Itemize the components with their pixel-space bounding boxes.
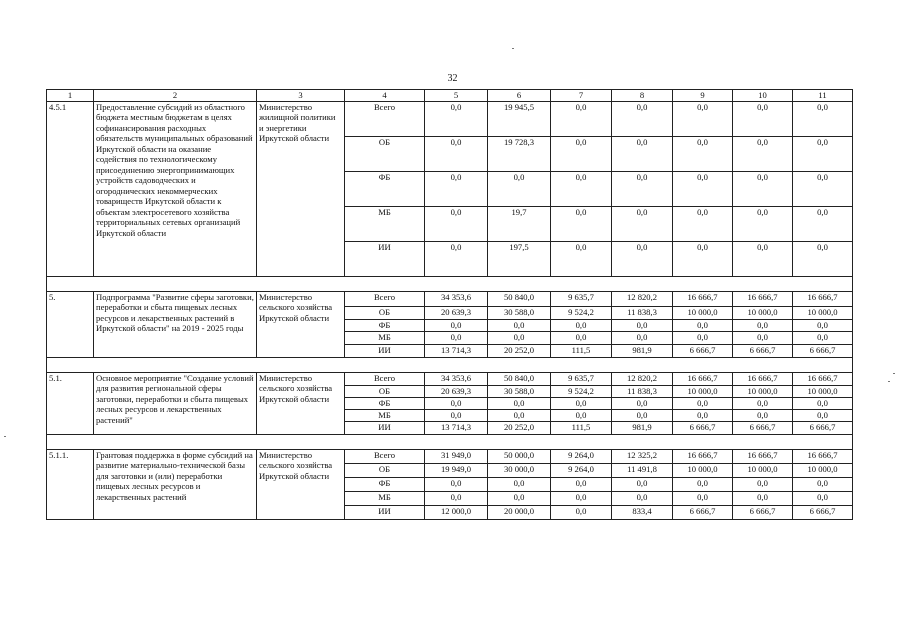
amount-cell: 20 000,0 xyxy=(488,506,551,520)
amount-cell: 0,0 xyxy=(673,492,733,506)
amount-cell: 20 639,3 xyxy=(425,307,488,320)
amount-cell: 6 666,7 xyxy=(733,345,793,358)
amount-cell: 9 264,0 xyxy=(551,450,612,464)
amount-cell: 833,4 xyxy=(612,506,673,520)
amount-cell: 981,9 xyxy=(612,422,673,435)
amount-cell: 6 666,7 xyxy=(673,345,733,358)
amount-cell: 0,0 xyxy=(488,478,551,492)
amount-cell: 0,0 xyxy=(612,102,673,137)
funding-source: МБ xyxy=(345,207,425,242)
amount-cell: 0,0 xyxy=(425,478,488,492)
amount-cell: 16 666,7 xyxy=(793,373,853,386)
amount-cell: 0,0 xyxy=(425,137,488,172)
amount-cell: 0,0 xyxy=(551,506,612,520)
amount-cell: 6 666,7 xyxy=(793,345,853,358)
amount-cell: 0,0 xyxy=(551,492,612,506)
amount-cell: 9 635,7 xyxy=(551,292,612,307)
amount-cell: 10 000,0 xyxy=(673,307,733,320)
amount-cell: 0,0 xyxy=(488,398,551,410)
amount-cell: 0,0 xyxy=(425,172,488,207)
amount-cell: 0,0 xyxy=(612,320,673,332)
amount-cell: 0,0 xyxy=(612,492,673,506)
row-executor: Министерство сельского хозяйства Иркутской области xyxy=(257,373,345,435)
amount-cell: 50 840,0 xyxy=(488,373,551,386)
table-row xyxy=(47,292,853,307)
column-number: 9 xyxy=(673,90,733,102)
funding-source: ИИ xyxy=(345,422,425,435)
row-name: Предоставление субсидий из областного бюджета местным бюджетам в целях софинансирования расходных обязательств муниципальных образований Иркутской области на оказание содействия по технологическому присоединению энергопринимающих устройств садоводческих и огороднических некоммерческих товариществ Иркутской области к объектам электросетевого хозяйства территориальных сетевых организаций Иркутской области xyxy=(94,102,257,277)
amount-cell: 0,0 xyxy=(673,137,733,172)
column-number: 1 xyxy=(47,90,94,102)
row-name: Основное мероприятие "Создание условий для развития региональной сферы заготовки, переработки и сбыта пищевых лесных ресурсов и лекарственных растений" xyxy=(94,373,257,435)
table-row xyxy=(47,450,853,464)
row-code: 4.5.1 xyxy=(47,102,94,277)
column-number: 5 xyxy=(425,90,488,102)
amount-cell: 0,0 xyxy=(793,332,853,345)
amount-cell: 0,0 xyxy=(793,137,853,172)
amount-cell: 12 820,2 xyxy=(612,373,673,386)
amount-cell: 20 252,0 xyxy=(488,345,551,358)
amount-cell: 6 666,7 xyxy=(673,506,733,520)
amount-cell: 0,0 xyxy=(673,332,733,345)
amount-cell: 0,0 xyxy=(673,398,733,410)
amount-cell: 12 000,0 xyxy=(425,506,488,520)
amount-cell: 13 714,3 xyxy=(425,422,488,435)
amount-cell: 50 840,0 xyxy=(488,292,551,307)
amount-cell: 0,0 xyxy=(425,207,488,242)
amount-cell: 30 588,0 xyxy=(488,307,551,320)
amount-cell: 0,0 xyxy=(673,207,733,242)
amount-cell: 6 666,7 xyxy=(733,422,793,435)
amount-cell: 0,0 xyxy=(673,172,733,207)
group-separator xyxy=(47,358,853,373)
scan-speck xyxy=(512,48,514,49)
row-executor: Министерство сельского хозяйства Иркутской области xyxy=(257,450,345,520)
amount-cell: 16 666,7 xyxy=(793,292,853,307)
amount-cell: 0,0 xyxy=(551,172,612,207)
row-executor: Министерство сельского хозяйства Иркутской области xyxy=(257,292,345,358)
amount-cell: 0,0 xyxy=(733,102,793,137)
row-code: 5. xyxy=(47,292,94,358)
amount-cell: 9 524,2 xyxy=(551,307,612,320)
amount-cell: 30 000,0 xyxy=(488,464,551,478)
amount-cell: 10 000,0 xyxy=(733,464,793,478)
amount-cell: 0,0 xyxy=(425,410,488,422)
separator-cell xyxy=(47,358,853,373)
amount-cell: 0,0 xyxy=(551,320,612,332)
funding-source: ФБ xyxy=(345,398,425,410)
amount-cell: 11 838,3 xyxy=(612,307,673,320)
amount-cell: 20 639,3 xyxy=(425,386,488,398)
amount-cell: 197,5 xyxy=(488,242,551,277)
group-separator xyxy=(47,435,853,450)
row-name: Подпрограмма "Развитие сферы заготовки, переработки и сбыта пищевых лесных ресурсов и лекарственных растений в Иркутской области" на 2019 - 2025 годы xyxy=(94,292,257,358)
column-number-row xyxy=(47,90,853,102)
table-row xyxy=(47,102,853,137)
amount-cell: 0,0 xyxy=(733,492,793,506)
amount-cell: 0,0 xyxy=(612,137,673,172)
amount-cell: 10 000,0 xyxy=(733,307,793,320)
row-code: 5.1. xyxy=(47,373,94,435)
amount-cell: 0,0 xyxy=(488,410,551,422)
amount-cell: 9 524,2 xyxy=(551,386,612,398)
amount-cell: 10 000,0 xyxy=(793,464,853,478)
funding-source: ОБ xyxy=(345,464,425,478)
amount-cell: 981,9 xyxy=(612,345,673,358)
amount-cell: 16 666,7 xyxy=(673,292,733,307)
amount-cell: 16 666,7 xyxy=(733,292,793,307)
amount-cell: 0,0 xyxy=(673,410,733,422)
amount-cell: 9 264,0 xyxy=(551,464,612,478)
funding-source: ОБ xyxy=(345,307,425,320)
amount-cell: 0,0 xyxy=(612,172,673,207)
amount-cell: 10 000,0 xyxy=(673,464,733,478)
separator-cell xyxy=(47,435,853,450)
funding-source: Всего xyxy=(345,102,425,137)
amount-cell: 0,0 xyxy=(793,207,853,242)
column-number: 11 xyxy=(793,90,853,102)
amount-cell: 16 666,7 xyxy=(733,450,793,464)
amount-cell: 30 588,0 xyxy=(488,386,551,398)
amount-cell: 0,0 xyxy=(733,172,793,207)
amount-cell: 16 666,7 xyxy=(673,450,733,464)
amount-cell: 6 666,7 xyxy=(673,422,733,435)
amount-cell: 0,0 xyxy=(425,102,488,137)
column-number: 4 xyxy=(345,90,425,102)
funding-source: Всего xyxy=(345,373,425,386)
column-number: 3 xyxy=(257,90,345,102)
amount-cell: 0,0 xyxy=(793,398,853,410)
amount-cell: 10 000,0 xyxy=(733,386,793,398)
amount-cell: 19 949,0 xyxy=(425,464,488,478)
amount-cell: 0,0 xyxy=(793,102,853,137)
amount-cell: 10 000,0 xyxy=(793,307,853,320)
column-number: 10 xyxy=(733,90,793,102)
amount-cell: 0,0 xyxy=(612,242,673,277)
amount-cell: 0,0 xyxy=(551,102,612,137)
amount-cell: 10 000,0 xyxy=(673,386,733,398)
amount-cell: 0,0 xyxy=(793,492,853,506)
amount-cell: 20 252,0 xyxy=(488,422,551,435)
amount-cell: 19 945,5 xyxy=(488,102,551,137)
funding-source: ИИ xyxy=(345,506,425,520)
amount-cell: 0,0 xyxy=(793,410,853,422)
amount-cell: 111,5 xyxy=(551,422,612,435)
funding-source: ОБ xyxy=(345,137,425,172)
funding-source: ОБ xyxy=(345,386,425,398)
amount-cell: 0,0 xyxy=(612,410,673,422)
amount-cell: 0,0 xyxy=(793,320,853,332)
amount-cell: 0,0 xyxy=(551,398,612,410)
amount-cell: 11 838,3 xyxy=(612,386,673,398)
amount-cell: 0,0 xyxy=(551,478,612,492)
funding-source: МБ xyxy=(345,492,425,506)
amount-cell: 19,7 xyxy=(488,207,551,242)
table-row xyxy=(47,373,853,386)
amount-cell: 0,0 xyxy=(733,137,793,172)
amount-cell: 16 666,7 xyxy=(733,373,793,386)
scan-speck xyxy=(893,373,895,374)
row-name: Грантовая поддержка в форме субсидий на развитие материально-технической базы для заготовки и (или) переработки пищевых лесных ресурсов и лекарственных растений xyxy=(94,450,257,520)
amount-cell: 6 666,7 xyxy=(733,506,793,520)
column-number: 6 xyxy=(488,90,551,102)
amount-cell: 0,0 xyxy=(612,332,673,345)
amount-cell: 9 635,7 xyxy=(551,373,612,386)
amount-cell: 0,0 xyxy=(673,320,733,332)
amount-cell: 0,0 xyxy=(733,242,793,277)
amount-cell: 0,0 xyxy=(488,492,551,506)
funding-source: МБ xyxy=(345,332,425,345)
column-number: 7 xyxy=(551,90,612,102)
amount-cell: 0,0 xyxy=(673,102,733,137)
amount-cell: 0,0 xyxy=(488,172,551,207)
scan-speck xyxy=(888,381,890,382)
amount-cell: 0,0 xyxy=(425,242,488,277)
amount-cell: 10 000,0 xyxy=(793,386,853,398)
amount-cell: 0,0 xyxy=(793,478,853,492)
funding-source: Всего xyxy=(345,450,425,464)
amount-cell: 31 949,0 xyxy=(425,450,488,464)
column-number: 8 xyxy=(612,90,673,102)
funding-source: ФБ xyxy=(345,320,425,332)
amount-cell: 0,0 xyxy=(612,478,673,492)
amount-cell: 0,0 xyxy=(425,492,488,506)
amount-cell: 0,0 xyxy=(551,332,612,345)
amount-cell: 0,0 xyxy=(612,398,673,410)
amount-cell: 0,0 xyxy=(733,207,793,242)
amount-cell: 0,0 xyxy=(733,478,793,492)
separator-cell xyxy=(47,277,853,292)
amount-cell: 0,0 xyxy=(425,332,488,345)
amount-cell: 0,0 xyxy=(551,207,612,242)
column-number: 2 xyxy=(94,90,257,102)
amount-cell: 6 666,7 xyxy=(793,506,853,520)
funding-source: МБ xyxy=(345,410,425,422)
amount-cell: 0,0 xyxy=(733,320,793,332)
amount-cell: 0,0 xyxy=(612,207,673,242)
amount-cell: 16 666,7 xyxy=(793,450,853,464)
funding-source: Всего xyxy=(345,292,425,307)
scan-speck xyxy=(4,436,6,437)
group-separator xyxy=(47,277,853,292)
amount-cell: 111,5 xyxy=(551,345,612,358)
amount-cell: 0,0 xyxy=(488,320,551,332)
amount-cell: 0,0 xyxy=(551,137,612,172)
row-executor: Министерство жилищной политики и энергетики Иркутской области xyxy=(257,102,345,277)
amount-cell: 0,0 xyxy=(488,332,551,345)
amount-cell: 0,0 xyxy=(793,242,853,277)
funding-source: ИИ xyxy=(345,242,425,277)
row-code: 5.1.1. xyxy=(47,450,94,520)
amount-cell: 0,0 xyxy=(425,398,488,410)
amount-cell: 12 820,2 xyxy=(612,292,673,307)
amount-cell: 0,0 xyxy=(733,332,793,345)
amount-cell: 34 353,6 xyxy=(425,292,488,307)
amount-cell: 0,0 xyxy=(551,242,612,277)
amount-cell: 16 666,7 xyxy=(673,373,733,386)
amount-cell: 13 714,3 xyxy=(425,345,488,358)
amount-cell: 6 666,7 xyxy=(793,422,853,435)
amount-cell: 0,0 xyxy=(673,242,733,277)
amount-cell: 12 325,2 xyxy=(612,450,673,464)
amount-cell: 11 491,8 xyxy=(612,464,673,478)
amount-cell: 0,0 xyxy=(733,398,793,410)
page-number: 32 xyxy=(447,73,458,84)
amount-cell: 0,0 xyxy=(551,410,612,422)
amount-cell: 34 353,6 xyxy=(425,373,488,386)
amount-cell: 50 000,0 xyxy=(488,450,551,464)
budget-table xyxy=(46,89,853,520)
funding-source: ФБ xyxy=(345,478,425,492)
amount-cell: 0,0 xyxy=(425,320,488,332)
funding-source: ФБ xyxy=(345,172,425,207)
funding-source: ИИ xyxy=(345,345,425,358)
amount-cell: 0,0 xyxy=(733,410,793,422)
amount-cell: 0,0 xyxy=(793,172,853,207)
amount-cell: 0,0 xyxy=(673,478,733,492)
amount-cell: 19 728,3 xyxy=(488,137,551,172)
